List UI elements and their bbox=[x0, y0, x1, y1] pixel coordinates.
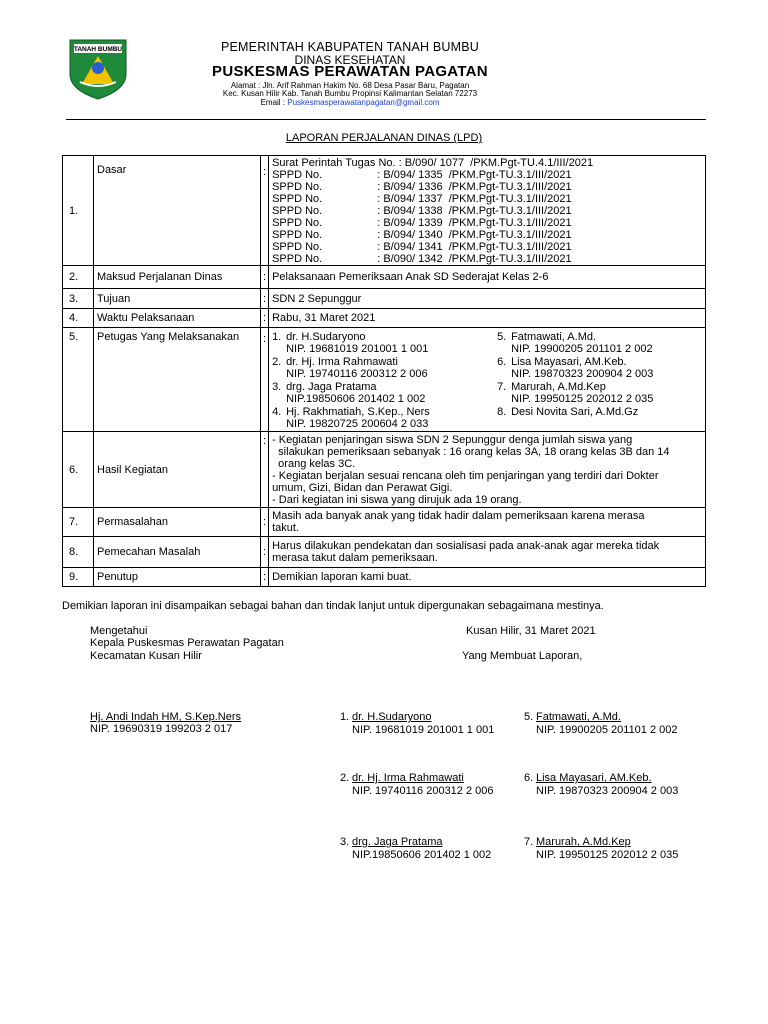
signer-number: 3. bbox=[340, 836, 350, 848]
left-sign-name: Hj. Andi Indah HM, S.Kep.Ners bbox=[90, 711, 242, 723]
signer-number: 6. bbox=[524, 772, 534, 784]
row-number: 1. bbox=[63, 156, 94, 266]
row-petugas bbox=[63, 328, 706, 432]
petugas-grid bbox=[272, 331, 702, 431]
header-government: PEMERINTAH KABUPATEN TANAH BUMBU bbox=[220, 40, 480, 54]
signer-name: dr. Hj. Irma Rahmawati bbox=[352, 772, 464, 784]
left-sign-line2: Kepala Puskesmas Perawatan Pagatan bbox=[90, 637, 284, 649]
logo-text: TANAH BUMBU bbox=[73, 46, 123, 53]
petugas-nip: NIP. 19681019 201001 1 001 bbox=[286, 343, 429, 355]
petugas-item bbox=[272, 331, 497, 355]
petugas-detail bbox=[511, 356, 653, 380]
email-link[interactable]: Puskesmasperawatanpagatan@gmail.com bbox=[287, 98, 440, 107]
row-value: Pelaksanaan Pemeriksaan Anak SD Sederajat Kelas 2-6 bbox=[269, 266, 706, 289]
petugas-detail bbox=[511, 381, 653, 405]
petugas-name: Marurah, A.Md.Kep bbox=[511, 381, 606, 393]
row-pemecahan bbox=[63, 537, 706, 568]
left-sign-nip: NIP. 19690319 199203 2 017 bbox=[90, 723, 233, 735]
petugas-number: 6. bbox=[497, 356, 507, 368]
row-number: 8. bbox=[63, 537, 94, 568]
petugas-nip: NIP. 19870323 200904 2 003 bbox=[511, 368, 654, 380]
row-colon: : bbox=[261, 432, 269, 508]
row-label: Dasar bbox=[94, 156, 261, 266]
header-email bbox=[140, 98, 560, 107]
row-permasalahan bbox=[63, 508, 706, 537]
petugas-name: drg. Jaga Pratama bbox=[286, 381, 377, 393]
row-value: SDN 2 Sepunggur bbox=[269, 289, 706, 309]
petugas-nip: NIP. 19900205 201101 2 002 bbox=[511, 343, 653, 355]
place-date: Kusan Hilir, 31 Maret 2021 bbox=[466, 625, 596, 637]
row-number: 2. bbox=[63, 266, 94, 289]
petugas-list bbox=[269, 328, 706, 432]
petugas-detail bbox=[286, 356, 428, 380]
petugas-nip: NIP.19850606 201402 1 002 bbox=[286, 393, 426, 405]
report-table bbox=[62, 155, 706, 587]
permasalahan-text bbox=[269, 508, 706, 537]
row-colon: : bbox=[261, 508, 269, 537]
header-puskesmas: PUSKESMAS PERAWATAN PAGATAN bbox=[212, 63, 488, 80]
petugas-item bbox=[497, 406, 653, 418]
row-label: Pemecahan Masalah bbox=[94, 537, 261, 568]
pemecahan-text bbox=[269, 537, 706, 568]
signer-name: Fatmawati, A.Md. bbox=[536, 711, 621, 723]
permasalahan-line: takut. bbox=[272, 522, 299, 534]
petugas-nip: NIP. 19820725 200604 2 033 bbox=[286, 418, 429, 430]
petugas-name: Hj. Rakhmatiah, S.Kep., Ners bbox=[286, 406, 430, 418]
row-hasil bbox=[63, 432, 706, 508]
signer-name: drg. Jaga Pratama bbox=[352, 836, 443, 848]
hasil-line: - Kegiatan berjalan sesuai rencana oleh tim penjaringan yang terdiri dari Dokter bbox=[272, 470, 659, 482]
row-tujuan bbox=[63, 289, 706, 309]
petugas-item bbox=[272, 356, 497, 380]
signer-number: 5. bbox=[524, 711, 534, 723]
row-label: Waktu Pelaksanaan bbox=[94, 309, 261, 328]
dasar-line: SPPD No. : B/094/ 1341 /PKM.Pgt-TU.3.1/III/2021 bbox=[272, 241, 572, 253]
email-label: Email : bbox=[260, 98, 288, 107]
petugas-item bbox=[272, 406, 497, 430]
petugas-number: 2. bbox=[272, 356, 282, 368]
row-dasar bbox=[63, 156, 706, 266]
hasil-line: silakukan pemeriksaan sebanyak : 16 orang kelas 3A, 18 orang kelas 3B dan 14 bbox=[272, 446, 670, 458]
row-penutup bbox=[63, 568, 706, 587]
row-value: Demikian laporan kami buat. bbox=[269, 568, 706, 587]
petugas-number: 4. bbox=[272, 406, 282, 418]
regency-logo bbox=[66, 38, 130, 100]
hasil-text bbox=[269, 432, 706, 508]
left-sign-line1: Mengetahui bbox=[90, 625, 148, 637]
row-label: Petugas Yang Melaksanakan bbox=[94, 328, 261, 432]
petugas-item bbox=[497, 331, 653, 355]
row-colon: : bbox=[261, 568, 269, 587]
petugas-detail bbox=[511, 331, 653, 355]
row-number: 7. bbox=[63, 508, 94, 537]
petugas-number: 3. bbox=[272, 381, 282, 393]
closing-statement: Demikian laporan ini disampaikan sebagai bahan dan tindak lanjut untuk dipergunakan sebagaimana mestinya. bbox=[62, 600, 604, 612]
row-label: Penutup bbox=[94, 568, 261, 587]
row-colon: : bbox=[261, 537, 269, 568]
signer-name: Lisa Mayasari, AM.Keb. bbox=[536, 772, 652, 784]
petugas-nip: NIP. 19950125 202012 2 035 bbox=[511, 393, 654, 405]
signer-name: dr. H.Sudaryono bbox=[352, 711, 432, 723]
petugas-number: 1. bbox=[272, 331, 282, 343]
petugas-number: 5. bbox=[497, 331, 507, 343]
row-colon: : bbox=[261, 156, 269, 266]
row-label: Permasalahan bbox=[94, 508, 261, 537]
signer-number: 1. bbox=[340, 711, 350, 723]
row-colon: : bbox=[261, 309, 269, 328]
dasar-line: SPPD No. : B/090/ 1342 /PKM.Pgt-TU.3.1/III/2021 bbox=[272, 253, 572, 265]
row-number: 4. bbox=[63, 309, 94, 328]
row-number: 9. bbox=[63, 568, 94, 587]
hasil-line: - Dari kegiatan ini siswa yang dirujuk ada 19 orang. bbox=[272, 494, 522, 506]
petugas-item bbox=[272, 381, 497, 405]
pemecahan-line: merasa takut dalam pemeriksaan. bbox=[272, 552, 438, 564]
petugas-name: Desi Novita Sari, A.Md.Gz bbox=[511, 406, 639, 418]
petugas-col-right bbox=[497, 331, 653, 431]
petugas-name: dr. H.Sudaryono bbox=[286, 331, 366, 343]
row-maksud bbox=[63, 266, 706, 289]
petugas-number: 8. bbox=[497, 406, 507, 418]
row-label: Tujuan bbox=[94, 289, 261, 309]
signer-name: Marurah, A.Md.Kep bbox=[536, 836, 631, 848]
row-number: 5. bbox=[63, 328, 94, 432]
petugas-detail bbox=[286, 331, 428, 355]
dasar-line: SPPD No. : B/094/ 1336 /PKM.Pgt-TU.3.1/III/2021 bbox=[272, 181, 572, 193]
petugas-name: Lisa Mayasari, AM.Keb. bbox=[511, 356, 627, 368]
signer-nip: NIP. 19740116 200312 2 006 bbox=[352, 785, 494, 797]
dasar-line: Surat Perintah Tugas No. : B/090/ 1077 /PKM.Pgt-TU.4.1/III/2021 bbox=[272, 157, 594, 169]
header-address-2: Kec. Kusan Hilir Kab. Tanah Bumbu Propinsi Kalimantan Selatan 72273 bbox=[222, 89, 478, 98]
petugas-number: 7. bbox=[497, 381, 507, 393]
header-department: DINAS KESEHATAN bbox=[294, 53, 406, 67]
petugas-nip: NIP. 19740116 200312 2 006 bbox=[286, 368, 428, 380]
signer-nip: NIP. 19900205 201101 2 002 bbox=[536, 724, 678, 736]
petugas-name: dr. Hj. Irma Rahmawati bbox=[286, 356, 398, 368]
permasalahan-line: Masih ada banyak anak yang tidak hadir dalam pemeriksaan karena merasa bbox=[272, 510, 645, 522]
signer-number: 7. bbox=[524, 836, 534, 848]
dasar-line: SPPD No. : B/094/ 1339 /PKM.Pgt-TU.3.1/III/2021 bbox=[272, 217, 572, 229]
header-address-1: Alamat : Jln. Arif Rahman Hakim No. 68 Desa Pasar Baru, Pagatan bbox=[230, 81, 470, 90]
dasar-line: SPPD No. : B/094/ 1335 /PKM.Pgt-TU.3.1/III/2021 bbox=[272, 169, 572, 181]
signer-nip: NIP.19850606 201402 1 002 bbox=[352, 849, 492, 861]
petugas-name: Fatmawati, A.Md. bbox=[511, 331, 597, 343]
dasar-lines bbox=[272, 157, 702, 265]
petugas-detail bbox=[286, 381, 425, 405]
signer-number: 2. bbox=[340, 772, 350, 784]
dasar-line: SPPD No. : B/094/ 1337 /PKM.Pgt-TU.3.1/III/2021 bbox=[272, 193, 572, 205]
signer-nip: NIP. 19950125 202012 2 035 bbox=[536, 849, 679, 861]
signer-nip: NIP. 19681019 201001 1 001 bbox=[352, 724, 495, 736]
row-waktu bbox=[63, 309, 706, 328]
row-colon: : bbox=[261, 328, 269, 432]
pemecahan-line: Harus dilakukan pendekatan dan sosialisasi pada anak-anak agar mereka tidak bbox=[272, 540, 660, 552]
dasar-list bbox=[269, 156, 706, 266]
row-colon: : bbox=[261, 289, 269, 309]
header-divider bbox=[66, 119, 706, 120]
maker-label: Yang Membuat Laporan, bbox=[462, 650, 583, 662]
signer-nip: NIP. 19870323 200904 2 003 bbox=[536, 785, 679, 797]
hasil-line: umum, Gizi, Bidan dan Perawat Gigi. bbox=[272, 482, 453, 494]
dasar-line: SPPD No. : B/094/ 1338 /PKM.Pgt-TU.3.1/III/2021 bbox=[272, 205, 572, 217]
hasil-line: - Kegiatan penjaringan siswa SDN 2 Sepunggur denga jumlah siswa yang bbox=[272, 434, 633, 446]
row-value: Rabu, 31 Maret 2021 bbox=[269, 309, 706, 328]
left-sign-line3: Kecamatan Kusan Hilir bbox=[90, 650, 202, 662]
hasil-line: orang kelas 3C. bbox=[272, 458, 356, 470]
row-number: 6. bbox=[63, 432, 94, 508]
row-label: Maksud Perjalanan Dinas bbox=[94, 266, 261, 289]
petugas-col-left bbox=[272, 331, 497, 431]
dasar-line: SPPD No. : B/094/ 1340 /PKM.Pgt-TU.3.1/III/2021 bbox=[272, 229, 572, 241]
row-colon: : bbox=[261, 266, 269, 289]
row-label: Hasil Kegiatan bbox=[94, 432, 261, 508]
petugas-item bbox=[497, 356, 653, 380]
petugas-detail bbox=[511, 406, 638, 418]
document-title: LAPORAN PERJALANAN DINAS (LPD) bbox=[285, 132, 483, 144]
petugas-detail bbox=[286, 406, 430, 430]
row-number: 3. bbox=[63, 289, 94, 309]
petugas-item bbox=[497, 381, 653, 405]
